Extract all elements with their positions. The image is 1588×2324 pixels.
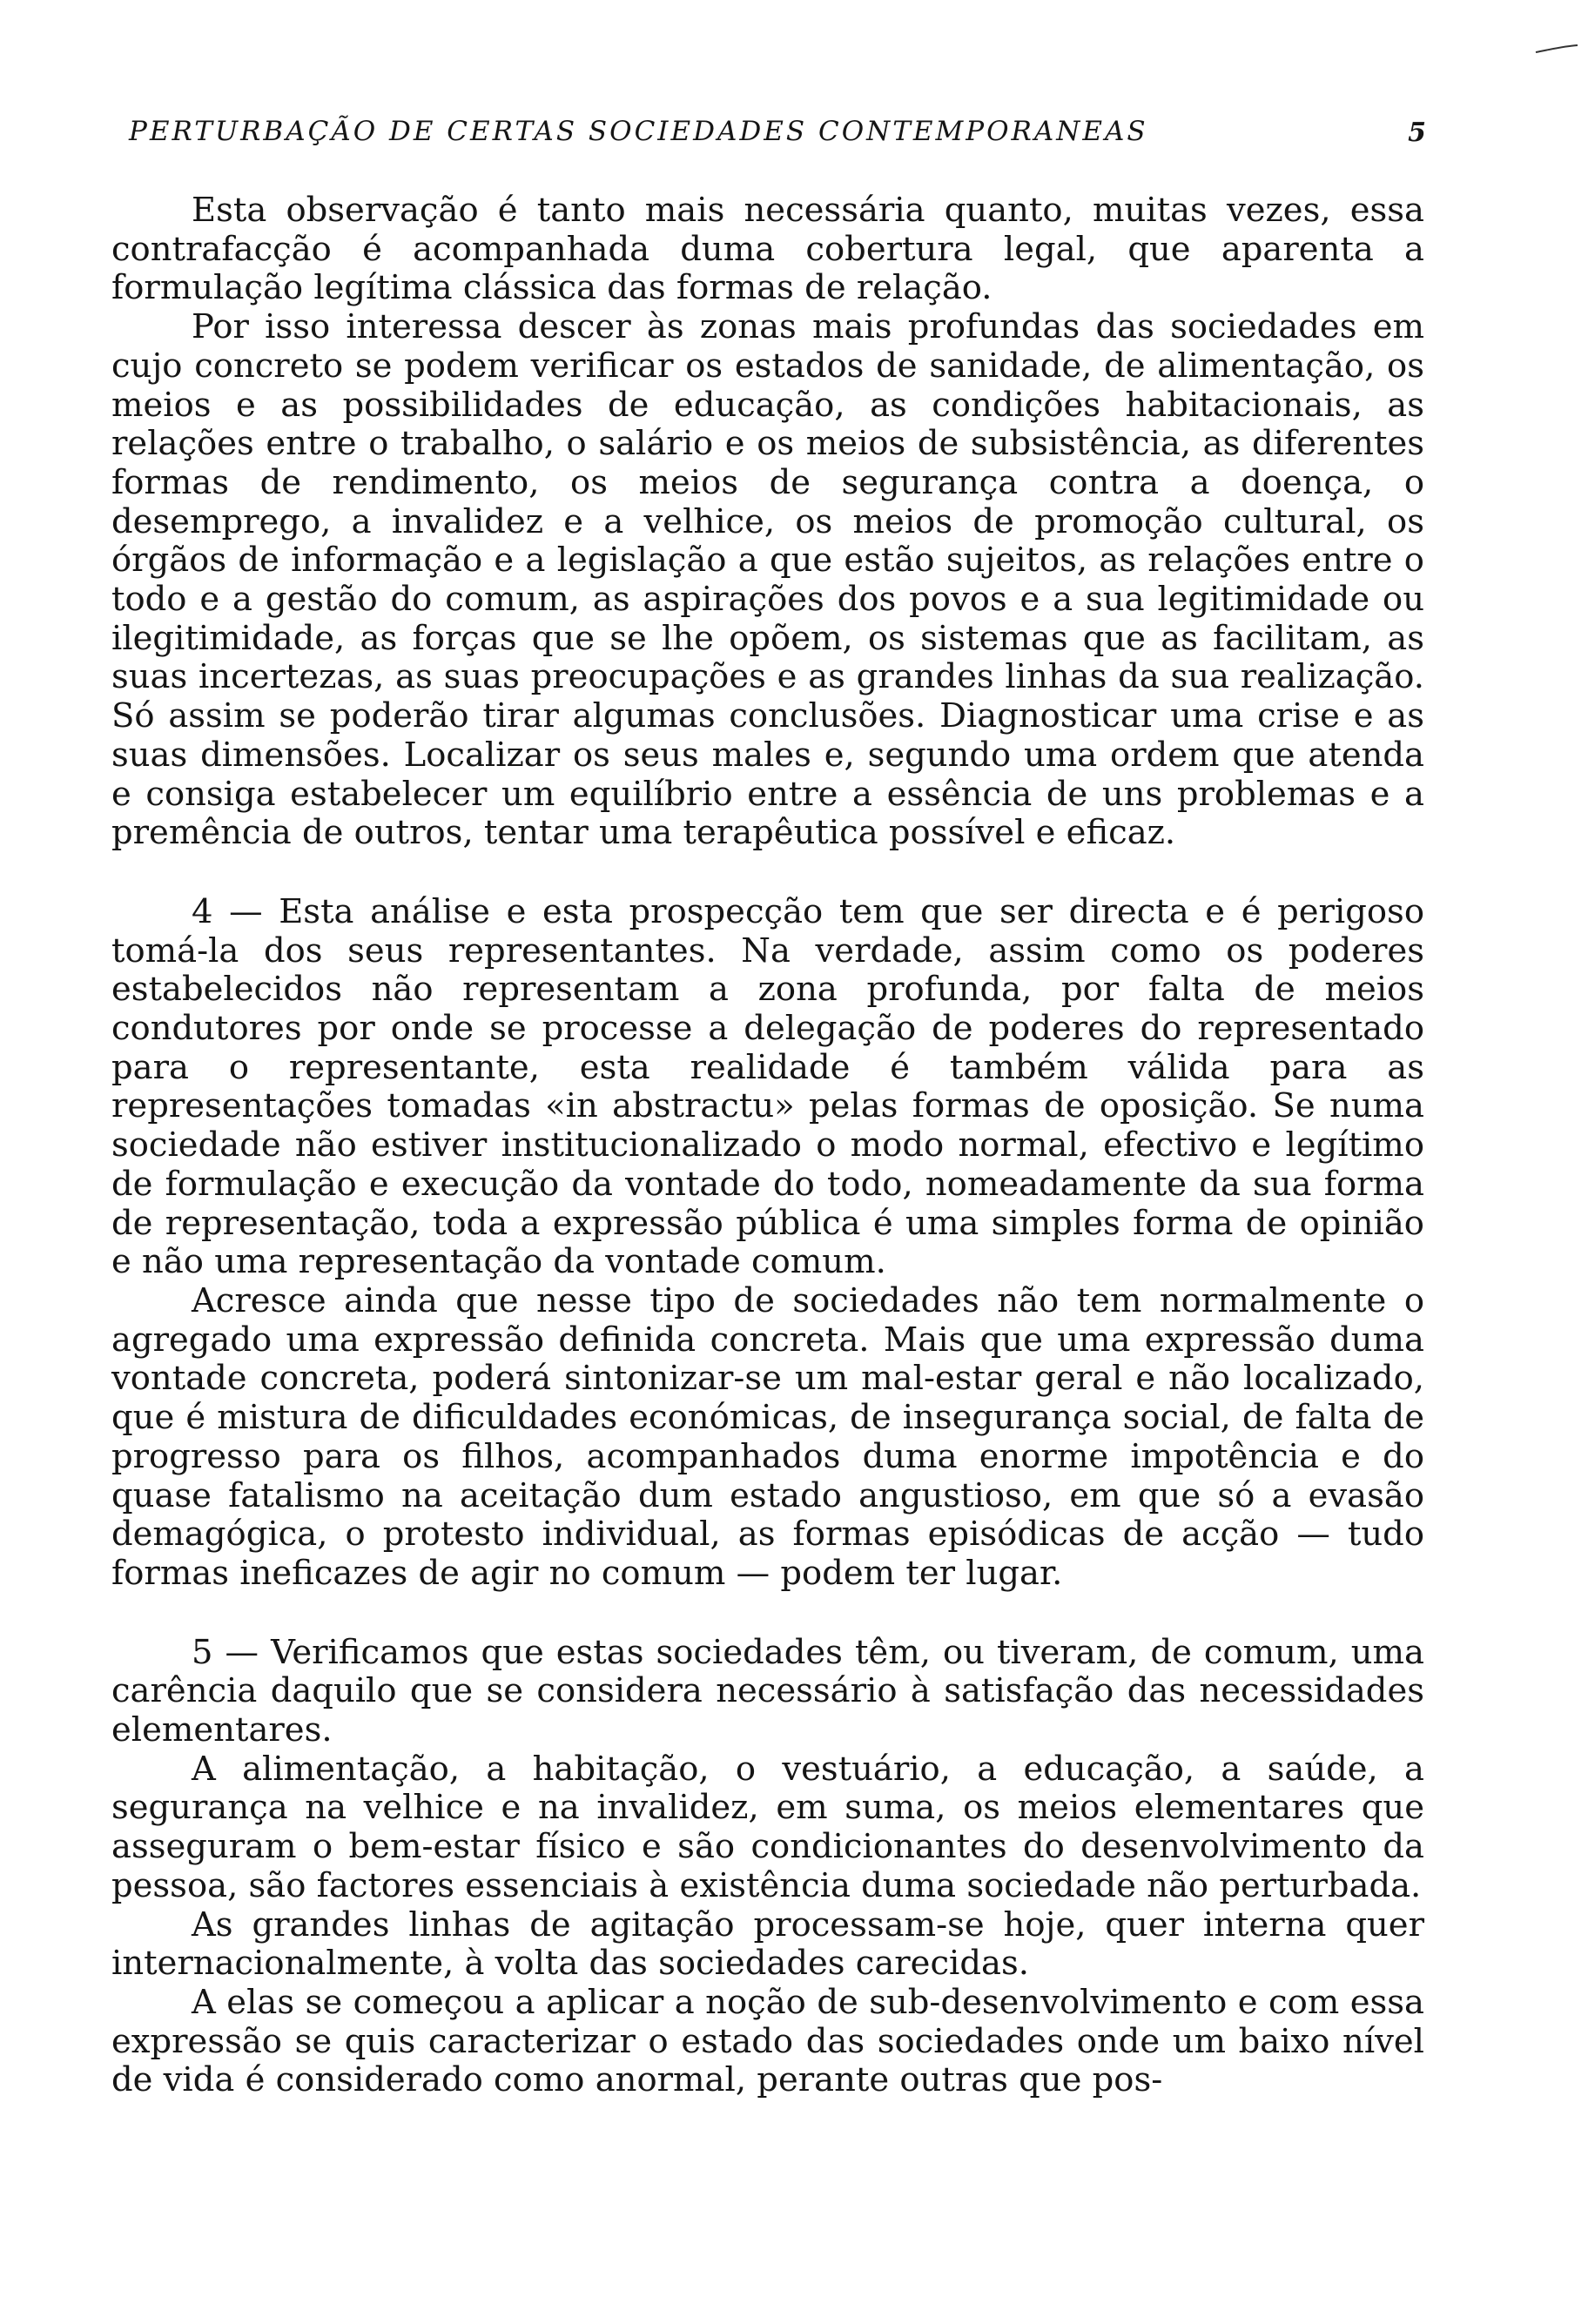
running-header xyxy=(129,116,1426,159)
pencil-mark xyxy=(1534,44,1579,54)
paragraph: Por isso interessa descer às zonas mais profundas das sociedades em cujo concreto se podem verificar os estados de sanidade, de alimentação, os meios e as possibilidades de educação, as condições habitacionais, as relações entre o trabalho, o salário e os meios de subsistência, as diferentes formas de rendimento, os meios de segurança contra a doença, o desemprego, a invalidez e a velhice, os meios de promoção cultural, os órgãos de informação e a legislação a que estão sujeitos, as relações entre o todo e a gestão do comum, as aspirações dos povos e a sua legitimidade ou ilegitimidade, as forças que se lhe opõem, os sistemas que as facilitam, as suas incertezas, as suas preocupações e as grandes linhas da sua realização. Só assim se poderão tirar algumas conclusões. Diagnosticar uma crise e as suas dimensões. Localizar os seus males e, segundo uma ordem que atenda e consiga estabelecer um equilíbrio entre a essência de uns problemas e a premência de outros, tentar uma terapêutica possível e eficaz. xyxy=(111,307,1424,853)
paragraph: As grandes linhas de agitação processam-se hoje, quer interna quer internacionalmente, à volta das sociedades carecidas. xyxy=(111,1904,1424,1984)
paragraph: Esta observação é tanto mais necessária quanto, muitas vezes, essa contrafacção é acompanhada duma cobertura legal, que aparenta a formulação legítima clássica das formas de relação. xyxy=(111,191,1424,308)
paragraph: A elas se começou a aplicar a noção de sub-desenvolvimento e com essa expressão se quis caracterizar o estado das sociedades onde um baixo nível de vida é considerado como anormal, perante outras que pos- xyxy=(111,1982,1424,2100)
running-title: PERTURBAÇÃO DE CERTAS SOCIEDADES CONTEMPORANEAS xyxy=(129,116,1148,147)
paragraph: A alimentação, a habitação, o vestuário, a educação, a saúde, a segurança na velhice e na invalidez, em suma, os meios elementares que asseguram o bem-estar físico e são condicionantes do desenvolvimento da pessoa, são factores essenciais à existência duma sociedade não perturbada. xyxy=(111,1749,1424,1905)
paragraph: Acresce ainda que nesse tipo de sociedades não tem normalmente o agregado uma expressão definida concreta. Mais que uma expressão duma vontade concreta, poderá sintonizar-se um mal-estar geral e não localizado, que é mistura de dificuldades económicas, de insegurança social, de falta de progresso para os filhos, acompanhados duma enorme impotência e do quase fatalismo na aceitação dum estado angustioso, em que só a evasão demagógica, o protesto individual, as formas episódicas de acção — tudo formas ineficazes de agir no comum — podem ter lugar. xyxy=(111,1280,1424,1593)
section-5-paragraph: 5 — Verificamos que estas sociedades têm, ou tiveram, de comum, uma carência daquilo que se considera necessário à satisfação das necessidades elementares. xyxy=(111,1632,1424,1750)
page-number: 5 xyxy=(1408,118,1426,148)
body-text xyxy=(111,191,1424,2100)
section-4-paragraph: 4 — Esta análise e esta prospecção tem que ser directa e é perigoso tomá-la dos seus representantes. Na verdade, assim como os poderes estabelecidos não representam a zona profunda, por falta de meios condutores por onde se processe a delegação de poderes do representado para o representante, esta realidade é também válida para as representações tomadas «in abstractu» pelas formas de oposição. Se numa sociedade não estiver institucionalizado o modo normal, efectivo e legítimo de formulação e execução da vontade do todo, nomeadamente da sua forma de representação, toda a expressão pública é uma simples forma de opinião e não uma representação da vontade comum. xyxy=(111,891,1424,1282)
